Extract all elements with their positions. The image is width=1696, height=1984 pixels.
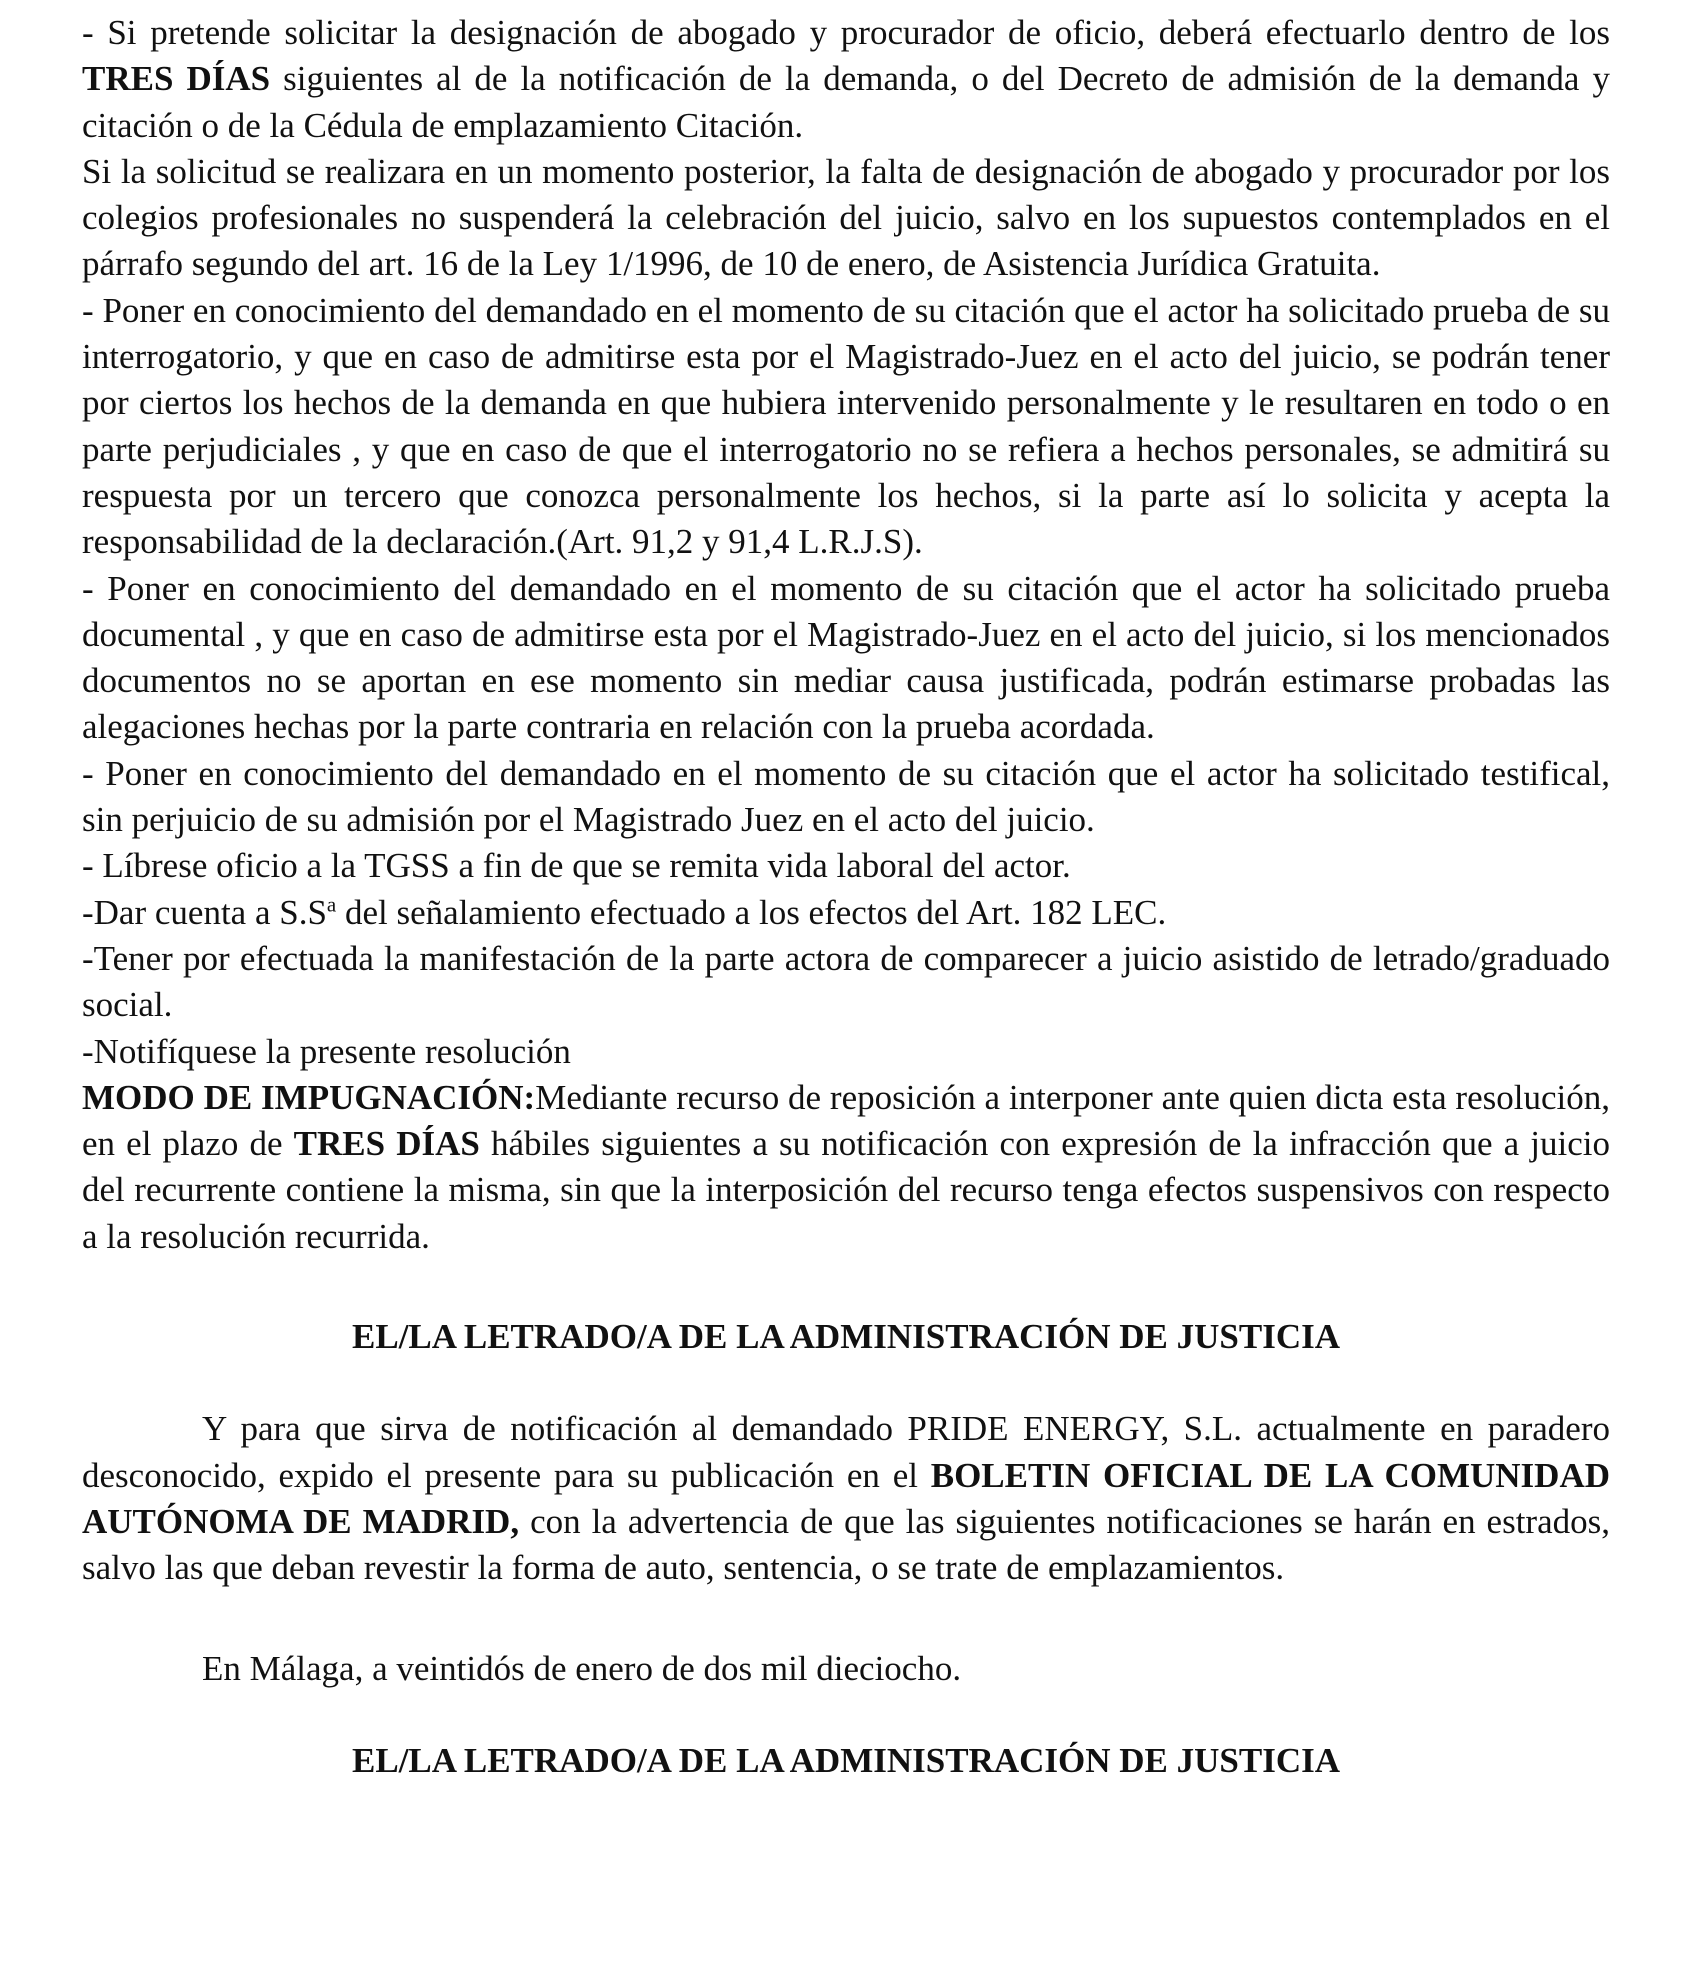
paragraph-prueba-interrogatorio: - Poner en conocimiento del demandado en el momento de su citación que el actor ha solicitado prueba de su interrogatorio, y que en caso de admitirse esta por el Magistrado-Juez en el acto del juicio, se podrán tener por ciertos los hechos de la demanda en que hubiera intervenido personalmente y le resultaren en todo o en parte perjudiciales , y que en caso de que el interrogatorio no se refiera a hechos personales, se admitirá su respuesta por un tercero que conozca personalmente los hechos, si la parte así lo solicita y acepta la responsabilidad de la declaración.(Art. 91,2 y 91,4 L.R.J.S).	[82, 290, 1610, 562]
spacer	[82, 1360, 1610, 1406]
text-segment: - Si pretende solicitar la designación de abogado y procurador de oficio, deberá efectuarlo dentro de los	[82, 13, 1610, 52]
superscript: a	[326, 891, 337, 916]
spacer	[82, 1692, 1610, 1738]
document-page	[82, 10, 1610, 1784]
paragraph-solicitud-posterior: Si la solicitud se realizara en un momento posterior, la falta de designación de abogado y procurador por los colegios profesionales no suspenderá la celebración del juicio, salvo en los supuestos contemplados en el párrafo segundo del art. 16 de la Ley 1/1996, de 10 de enero, de Asistencia Jurídica Gratuita.	[82, 151, 1610, 284]
place-and-date: En Málaga, a veintidós de enero de dos mil dieciocho.	[202, 1648, 962, 1688]
paragraph-prueba-documental: - Poner en conocimiento del demandado en el momento de su citación que el actor ha solicitado prueba documental , y que en caso de admitirse esta por el Magistrado-Juez en el acto del juicio, si los mencionados documentos no se aportan en ese momento sin mediar causa justificada, podrán estimarse probadas las alegaciones hechas por la parte contraria en relación con la prueba acordada.	[82, 568, 1610, 747]
paragraph-notificacion-boletin	[82, 1406, 1610, 1591]
text-segment: del señalamiento efectuado a los efectos del Art. 182 LEC.	[336, 892, 1167, 932]
spacer	[82, 1260, 1610, 1314]
paragraph-testifical: - Poner en conocimiento del demandado en el momento de su citación que el actor ha solicitado testifical, sin perjuicio de su admisión por el Magistrado Juez en el acto del juicio.	[82, 753, 1610, 840]
text-segment: hábiles siguientes a su notificación con expresión de la infracción que a juicio del recurrente contiene la misma, sin que la interposición del recurso tenga efectos suspensivos con respecto a la resolución recurrida.	[82, 1124, 1610, 1256]
signature-heading-2: EL/LA LETRADO/A DE LA ADMINISTRACIÓN DE JUSTICIA	[352, 1740, 1340, 1780]
bold-term-tres-dias: TRES DÍAS	[293, 1124, 480, 1164]
paragraph-dar-cuenta	[82, 890, 1610, 936]
bold-label-modo-impugnacion: MODO DE IMPUGNACIÓN:	[82, 1077, 536, 1117]
paragraph-abogado-oficio	[82, 10, 1610, 149]
bold-term-tres-dias: TRES DÍAS	[82, 59, 271, 99]
text-segment: con la advertencia de que las siguientes notificaciones se harán en estrados, salvo las que deban revestir la forma de auto, sentencia, o se trate de emplazamientos.	[82, 1501, 1610, 1588]
paragraph-modo-impugnacion	[82, 1075, 1610, 1260]
signature-heading-1: EL/LA LETRADO/A DE LA ADMINISTRACIÓN DE JUSTICIA	[352, 1317, 1340, 1357]
text-segment: -Dar cuenta a S.S	[82, 892, 327, 932]
bold-term-boletin: BOLETIN OFICIAL DE LA COMUNIDAD AUTÓNOMA DE MADRID,	[82, 1455, 1610, 1541]
paragraph-notifiquese: -Notifíquese la presente resolución	[82, 1031, 571, 1071]
text-segment: siguientes al de la notificación de la demanda, o del Decreto de admisión de la demanda y citación o de la Cédula de emplazamiento Citación.	[82, 59, 1610, 145]
paragraph-tgss: - Líbrese oficio a la TGSS a fin de que se remita vida laboral del actor.	[82, 846, 1071, 886]
spacer	[82, 1592, 1610, 1646]
text-segment: Y para que sirva de notificación al demandado PRIDE ENERGY, S.L. actualmente en paradero desconocido, expido el presente para su publicación en el	[82, 1409, 1610, 1495]
paragraph-manifestacion: -Tener por efectuada la manifestación de la parte actora de comparecer a juicio asistido de letrado/graduado social.	[82, 938, 1610, 1025]
text-segment: Mediante recurso de reposición a interponer ante quien dicta esta resolución, en el plazo de	[82, 1077, 1610, 1164]
